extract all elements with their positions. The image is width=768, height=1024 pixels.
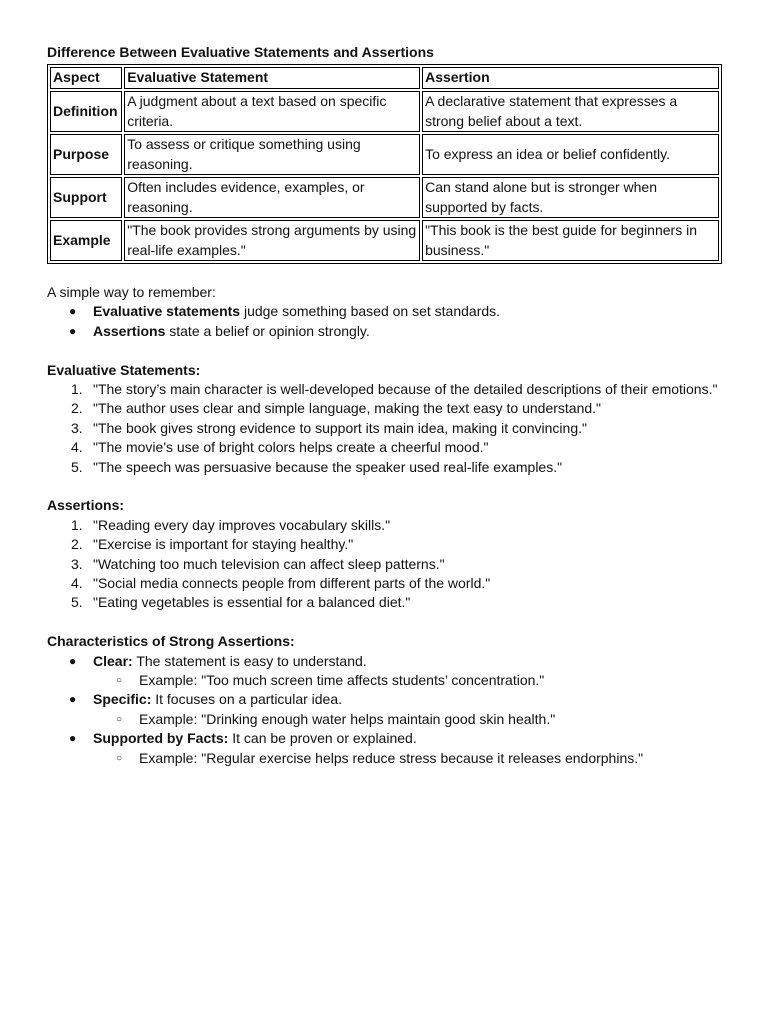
list-item-term: Supported by Facts:	[93, 730, 229, 747]
list-item: 1. "The story’s main character is well-developed because of the detailed descriptions of their emotions."	[71, 381, 718, 398]
list-item-text: state a belief or opinion strongly.	[165, 322, 370, 339]
list-item	[47, 302, 727, 321]
list-item	[47, 652, 727, 671]
table-cell-evaluative: A judgment about a text based on specific criteria.	[124, 91, 420, 132]
table-header-row	[50, 67, 719, 89]
assertions-list	[47, 516, 727, 613]
list-item-term: Assertions	[93, 322, 166, 339]
list-item: 2. "Exercise is important for staying healthy."	[71, 536, 354, 553]
document-title: Difference Between Evaluative Statements and Assertions	[47, 44, 434, 60]
example-text: Example: "Too much screen time affects students’ concentration."	[139, 672, 545, 689]
table-cell-evaluative: To assess or critique something using reasoning.	[124, 134, 420, 175]
remember-intro: A simple way to remember:	[47, 284, 216, 300]
table-header-evaluative: Evaluative Statement	[124, 67, 420, 89]
list-item-text: "The book gives strong evidence to support its main idea, making it convincing."	[93, 419, 587, 436]
circle-bullet-icon: ○	[116, 713, 123, 725]
list-item-text: "Eating vegetables is essential for a balanced diet."	[93, 594, 411, 611]
list-item: 5. "Eating vegetables is essential for a balanced diet."	[71, 594, 411, 611]
sub-list-container	[47, 671, 727, 690]
table-header-aspect: Aspect	[50, 67, 122, 89]
comparison-table	[47, 64, 722, 264]
table-cell-aspect: Purpose	[50, 134, 122, 175]
list-item	[47, 729, 727, 748]
list-item-text: It can be proven or explained.	[228, 730, 417, 747]
list-item-text: "Social media connects people from different parts of the world."	[93, 575, 491, 592]
bullet-icon: ●	[69, 692, 77, 707]
list-item: 5. "The speech was persuasive because the speaker used real-life examples."	[71, 458, 563, 475]
list-item-text: "The speech was persuasive because the speaker used real-life examples."	[93, 458, 563, 475]
list-item-text: "The story’s main character is well-developed because of the detailed descriptions of their emotions."	[93, 381, 718, 398]
evaluative-list	[47, 380, 727, 477]
table-row	[50, 91, 719, 132]
table-row	[50, 134, 719, 175]
list-item-text: "Watching too much television can affect sleep patterns."	[93, 555, 445, 572]
sub-list-item	[47, 749, 727, 768]
assertions-heading: Assertions:	[47, 497, 125, 514]
list-item: 3. "The book gives strong evidence to support its main idea, making it convincing."	[71, 419, 587, 436]
table-cell-evaluative: Often includes evidence, examples, or reasoning.	[124, 177, 420, 218]
evaluative-heading: Evaluative Statements:	[47, 361, 201, 378]
table-cell-assertion: "This book is the best guide for beginners in business."	[422, 220, 719, 261]
characteristics-heading: Characteristics of Strong Assertions:	[47, 633, 295, 650]
list-item-text: It focuses on a particular idea.	[151, 691, 343, 708]
bullet-icon: ●	[69, 731, 77, 746]
sub-list-container	[47, 710, 727, 729]
table-cell-assertion: To express an idea or belief confidently.	[422, 134, 719, 175]
remember-list	[47, 302, 727, 341]
list-item-text: The statement is easy to understand.	[132, 652, 367, 669]
list-item-term: Specific:	[93, 691, 152, 708]
table-cell-evaluative: "The book provides strong arguments by using real-life examples."	[124, 220, 420, 261]
list-item-text: "The movie's use of bright colors helps create a cheerful mood."	[93, 439, 489, 456]
list-item	[47, 322, 727, 341]
table-row	[50, 220, 719, 261]
list-item: 4. "The movie's use of bright colors helps create a cheerful mood."	[71, 439, 489, 456]
bullet-icon: ●	[69, 323, 77, 338]
table-cell-aspect: Example	[50, 220, 122, 261]
list-item: 2. "The author uses clear and simple language, making the text easy to understand."	[71, 400, 602, 417]
list-item: 3. "Watching too much television can affect sleep patterns."	[71, 555, 445, 572]
document-body	[47, 42, 727, 768]
list-item-term: Evaluative statements	[93, 303, 241, 320]
circle-bullet-icon: ○	[116, 675, 123, 687]
list-item: 1. "Reading every day improves vocabulary skills."	[71, 516, 391, 533]
list-item	[47, 690, 727, 709]
list-item-text: "Exercise is important for staying healthy."	[93, 536, 354, 553]
sub-list-container	[47, 749, 727, 768]
characteristics-list	[47, 652, 727, 768]
bullet-icon: ●	[69, 304, 77, 319]
circle-bullet-icon: ○	[116, 752, 123, 764]
table-cell-aspect: Support	[50, 177, 122, 218]
example-text: Example: "Regular exercise helps reduce stress because it releases endorphins."	[139, 749, 644, 766]
list-item: 4. "Social media connects people from different parts of the world."	[71, 575, 491, 592]
list-item-text: "The author uses clear and simple language, making the text easy to understand."	[93, 400, 602, 417]
table-header-assertion: Assertion	[422, 67, 719, 89]
list-item-text: judge something based on set standards.	[240, 303, 501, 320]
example-text: Example: "Drinking enough water helps maintain good skin health."	[139, 710, 556, 727]
table-row	[50, 177, 719, 218]
sub-list-item	[47, 710, 727, 729]
table-cell-aspect: Definition	[50, 91, 122, 132]
sub-list-item	[47, 671, 727, 690]
list-item-text: "Reading every day improves vocabulary skills."	[93, 516, 391, 533]
table-cell-assertion: Can stand alone but is stronger when supported by facts.	[422, 177, 719, 218]
list-item-term: Clear:	[93, 652, 133, 669]
bullet-icon: ●	[69, 653, 77, 668]
table-cell-assertion: A declarative statement that expresses a strong belief about a text.	[422, 91, 719, 132]
